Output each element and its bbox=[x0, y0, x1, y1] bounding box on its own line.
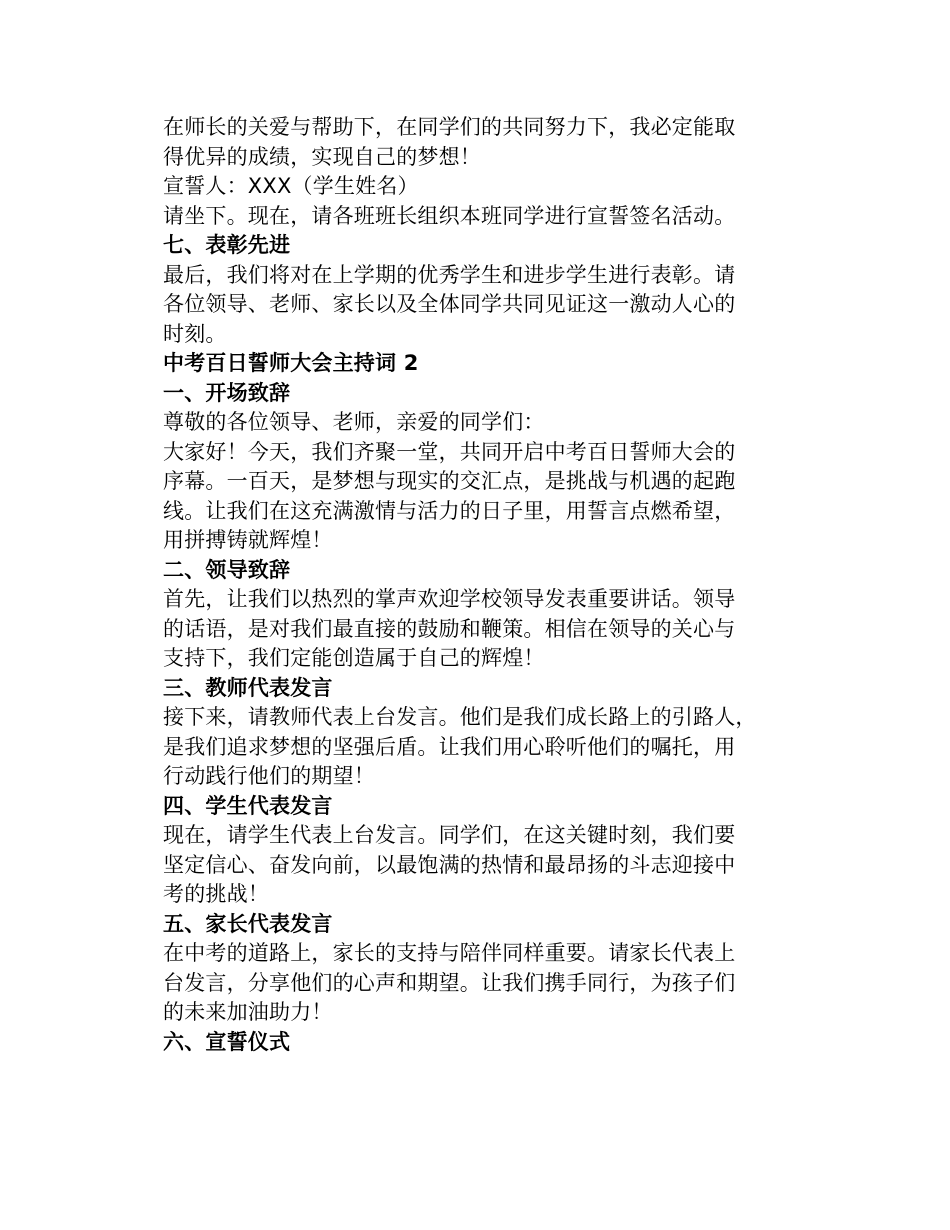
body-line: 考的挑战！ bbox=[163, 882, 269, 906]
body-line: 行动践行他们的期望！ bbox=[163, 764, 375, 788]
body-line: 的话语，是对我们最直接的鼓励和鞭策。相信在领导的关心与 bbox=[163, 616, 736, 641]
section-heading-6: 六、宣誓仪式 bbox=[163, 1029, 291, 1054]
body-line: 最后，我们将对在上学期的优秀学生和进步学生进行表彰。请 bbox=[163, 262, 736, 287]
body-line: 时刻。 bbox=[163, 321, 227, 346]
section-heading-3: 三、教师代表发言 bbox=[163, 675, 333, 700]
body-line: 支持下，我们定能创造属于自己的辉煌！ bbox=[163, 646, 545, 670]
body-line: 请坐下。现在，请各班班长组织本班同学进行宣誓签名活动。 bbox=[163, 203, 736, 228]
body-line: 线。让我们在这充满激情与活力的日子里，用誓言点燃希望， bbox=[163, 498, 736, 523]
body-line: 台发言，分享他们的心声和期望。让我们携手同行，为孩子们 bbox=[163, 970, 736, 995]
section-heading-2: 二、领导致辞 bbox=[163, 557, 291, 582]
body-line: 坚定信心、奋发向前，以最饱满的热情和最昂扬的斗志迎接中 bbox=[163, 852, 736, 877]
body-line: 接下来，请教师代表上台发言。他们是我们成长路上的引路人， bbox=[163, 705, 757, 729]
body-line: 现在，请学生代表上台发言。同学们，在这关键时刻，我们要 bbox=[163, 823, 736, 847]
body-line: 在师长的关爱与帮助下，在同学们的共同努力下，我必定能取 bbox=[163, 115, 736, 139]
body-line: 各位领导、老师、家长以及全体同学共同见证这一激动人心的 bbox=[163, 292, 736, 316]
body-line: 序幕。一百天，是梦想与现实的交汇点，是挑战与机遇的起跑 bbox=[163, 469, 736, 493]
body-line: 在中考的道路上，家长的支持与陪伴同样重要。请家长代表上 bbox=[163, 941, 736, 965]
body-line: 得优异的成绩，实现自己的梦想！ bbox=[163, 144, 481, 169]
document-page bbox=[163, 113, 803, 1057]
section-heading-5: 五、家长代表发言 bbox=[163, 911, 333, 936]
section-heading-1: 一、开场致辞 bbox=[163, 380, 291, 405]
section-heading-4: 四、学生代表发言 bbox=[163, 793, 333, 818]
body-line: 是我们追求梦想的坚强后盾。让我们用心聆听他们的嘱托，用 bbox=[163, 734, 736, 759]
body-line: 用拼搏铸就辉煌！ bbox=[163, 528, 333, 552]
section-heading-7: 七、表彰先进 bbox=[163, 233, 291, 257]
signatory-line: 宣誓人：XXX（学生姓名） bbox=[163, 174, 419, 198]
body-line: 尊敬的各位领导、老师，亲爱的同学们： bbox=[163, 410, 545, 434]
body-line: 的未来加油助力！ bbox=[163, 1000, 333, 1024]
body-line: 大家好！今天，我们齐聚一堂，共同开启中考百日誓师大会的 bbox=[163, 439, 736, 464]
body-line: 首先，让我们以热烈的掌声欢迎学校领导发表重要讲话。领导 bbox=[163, 587, 736, 611]
document-subtitle: 中考百日誓师大会主持词 2 bbox=[163, 351, 419, 375]
